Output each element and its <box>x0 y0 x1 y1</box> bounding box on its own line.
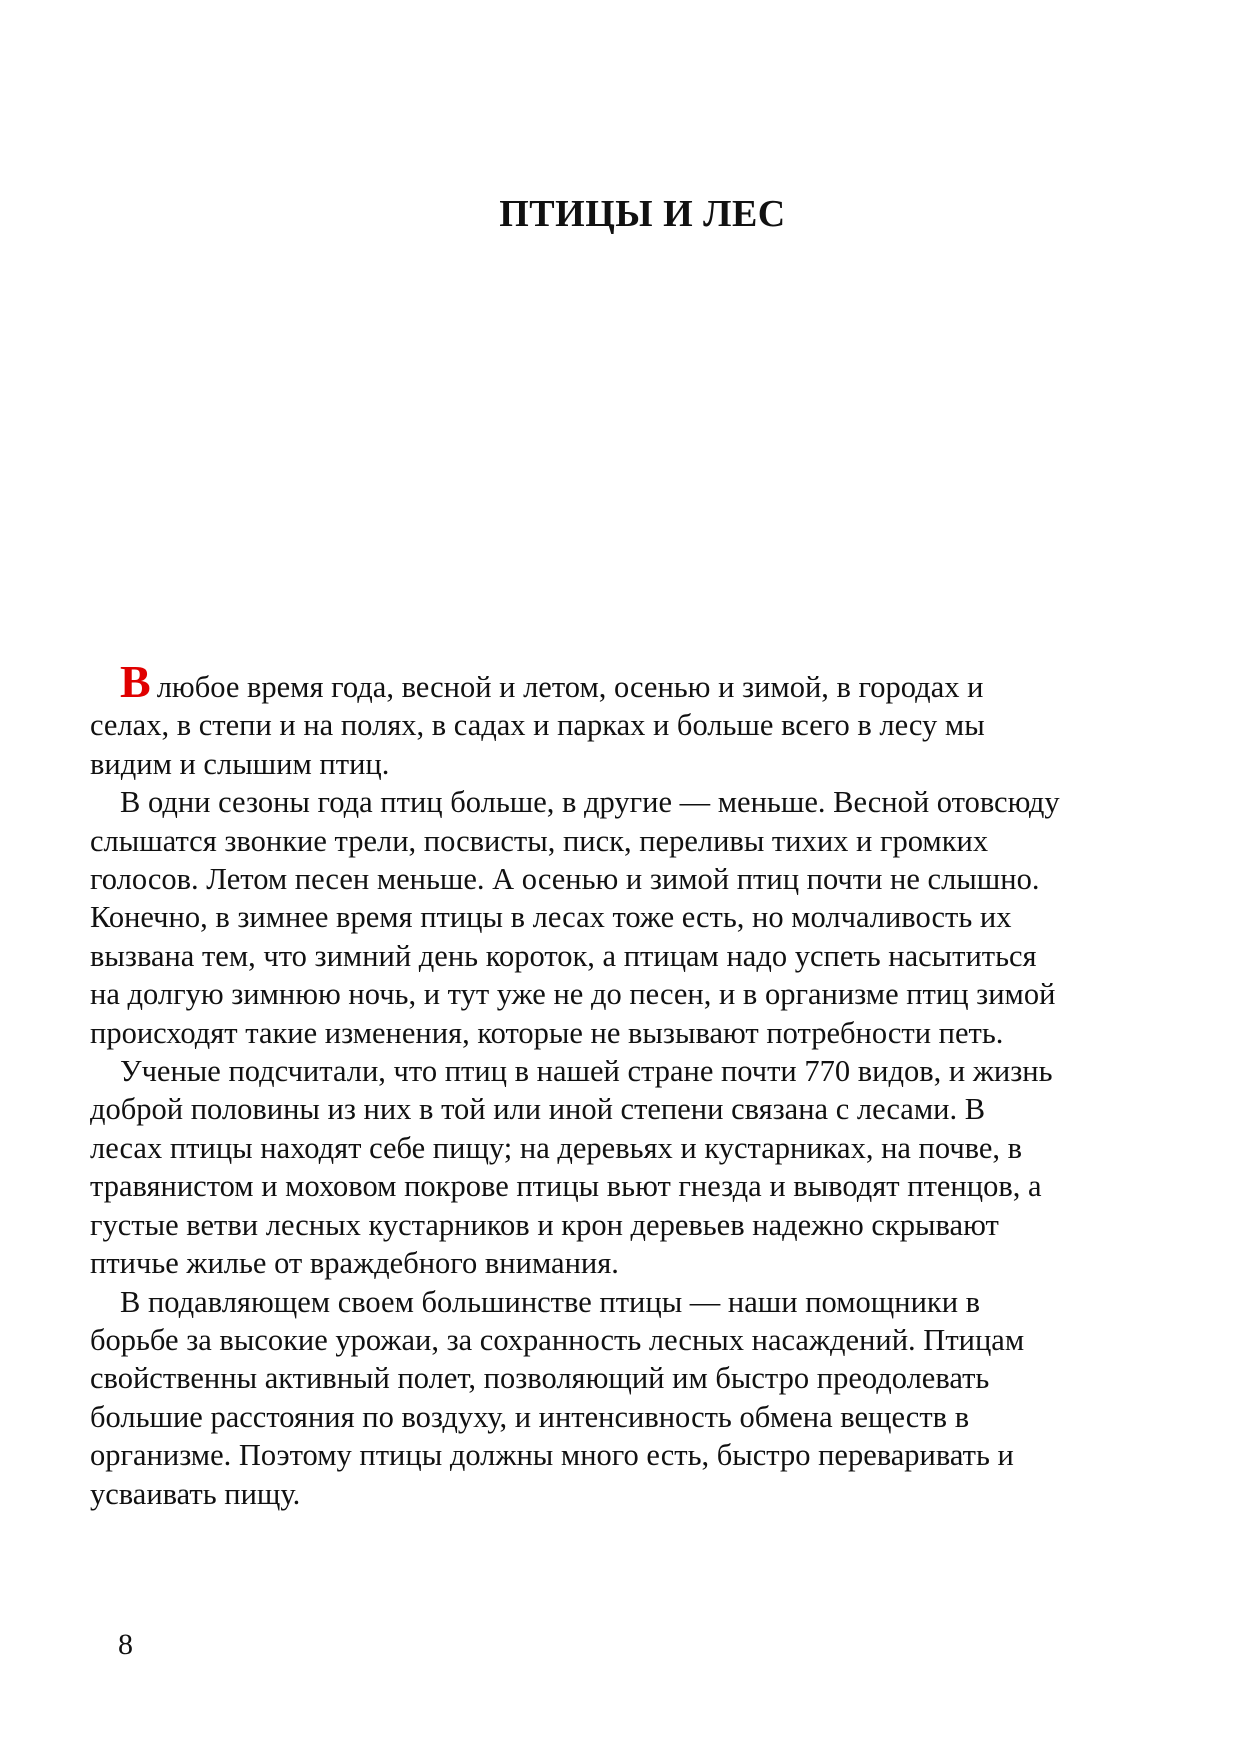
text-line-content: любое время года, весной и летом, осенью и зимой, в городах и <box>156 670 984 704</box>
text-line: Конечно, в зимнее время птицы в лесах тоже есть, но молчаливость их <box>90 900 1012 935</box>
text-line: В одни сезоны года птиц больше, в другие — меньше. Весной отовсюду <box>120 785 1060 820</box>
text-line: видим и слышим птиц. <box>90 746 390 781</box>
text-line: свойственны активный полет, позволяющий им быстро преодолевать <box>90 1361 990 1396</box>
text-line: птичье жилье от враждебного внимания. <box>90 1246 619 1281</box>
text-line: вызвана тем, что зимний день короток, а птицам надо успеть насытиться <box>90 938 1037 973</box>
text-line: В подавляющем своем большинстве птицы — наши помощники в <box>120 1284 981 1319</box>
body-text <box>90 656 1175 1513</box>
text-line: травянистом и моховом покрове птицы вьют гнезда и выводят птенцов, а <box>90 1169 1042 1204</box>
text-line: усваивать пищу. <box>90 1476 301 1511</box>
text-line: большие расстояния по воздуху, и интенсивность обмена веществ в <box>90 1399 970 1434</box>
text-line: голосов. Летом песен меньше. А осенью и зимой птиц почти не слышно. <box>90 862 1040 897</box>
text-line: на долгую зимнюю ночь, и тут уже не до песен, и в организме птиц зимой <box>90 977 1056 1012</box>
text-line: организме. Поэтому птицы должны много есть, быстро переваривать и <box>90 1438 1014 1473</box>
text-line: борьбе за высокие урожаи, за сохранность лесных насаждений. Птицам <box>90 1322 1025 1357</box>
text-line <box>90 656 1175 707</box>
drop-cap: В <box>120 656 151 707</box>
page-number: 8 <box>118 1628 133 1661</box>
text-line: слышатся звонкие трели, посвисты, писк, переливы тихих и громких <box>90 823 989 858</box>
text-line: селах, в степи и на полях, в садах и парках и больше всего в лесу мы <box>90 708 985 743</box>
text-line: лесах птицы находят себе пищу; на деревьях и кустарниках, на почве, в <box>90 1130 1023 1165</box>
text-line: доброй половины из них в той или иной степени связана с лесами. В <box>90 1092 986 1127</box>
text-line: Ученые подсчитали, что птиц в нашей стране почти 770 видов, и жизнь <box>120 1054 1053 1089</box>
text-line: происходят такие изменения, которые не вызывают потребности петь. <box>90 1015 1004 1050</box>
chapter-title: ПТИЦЫ И ЛЕС <box>499 193 786 235</box>
text-line: густые ветви лесных кустарников и крон деревьев надежно скрывают <box>90 1207 999 1242</box>
